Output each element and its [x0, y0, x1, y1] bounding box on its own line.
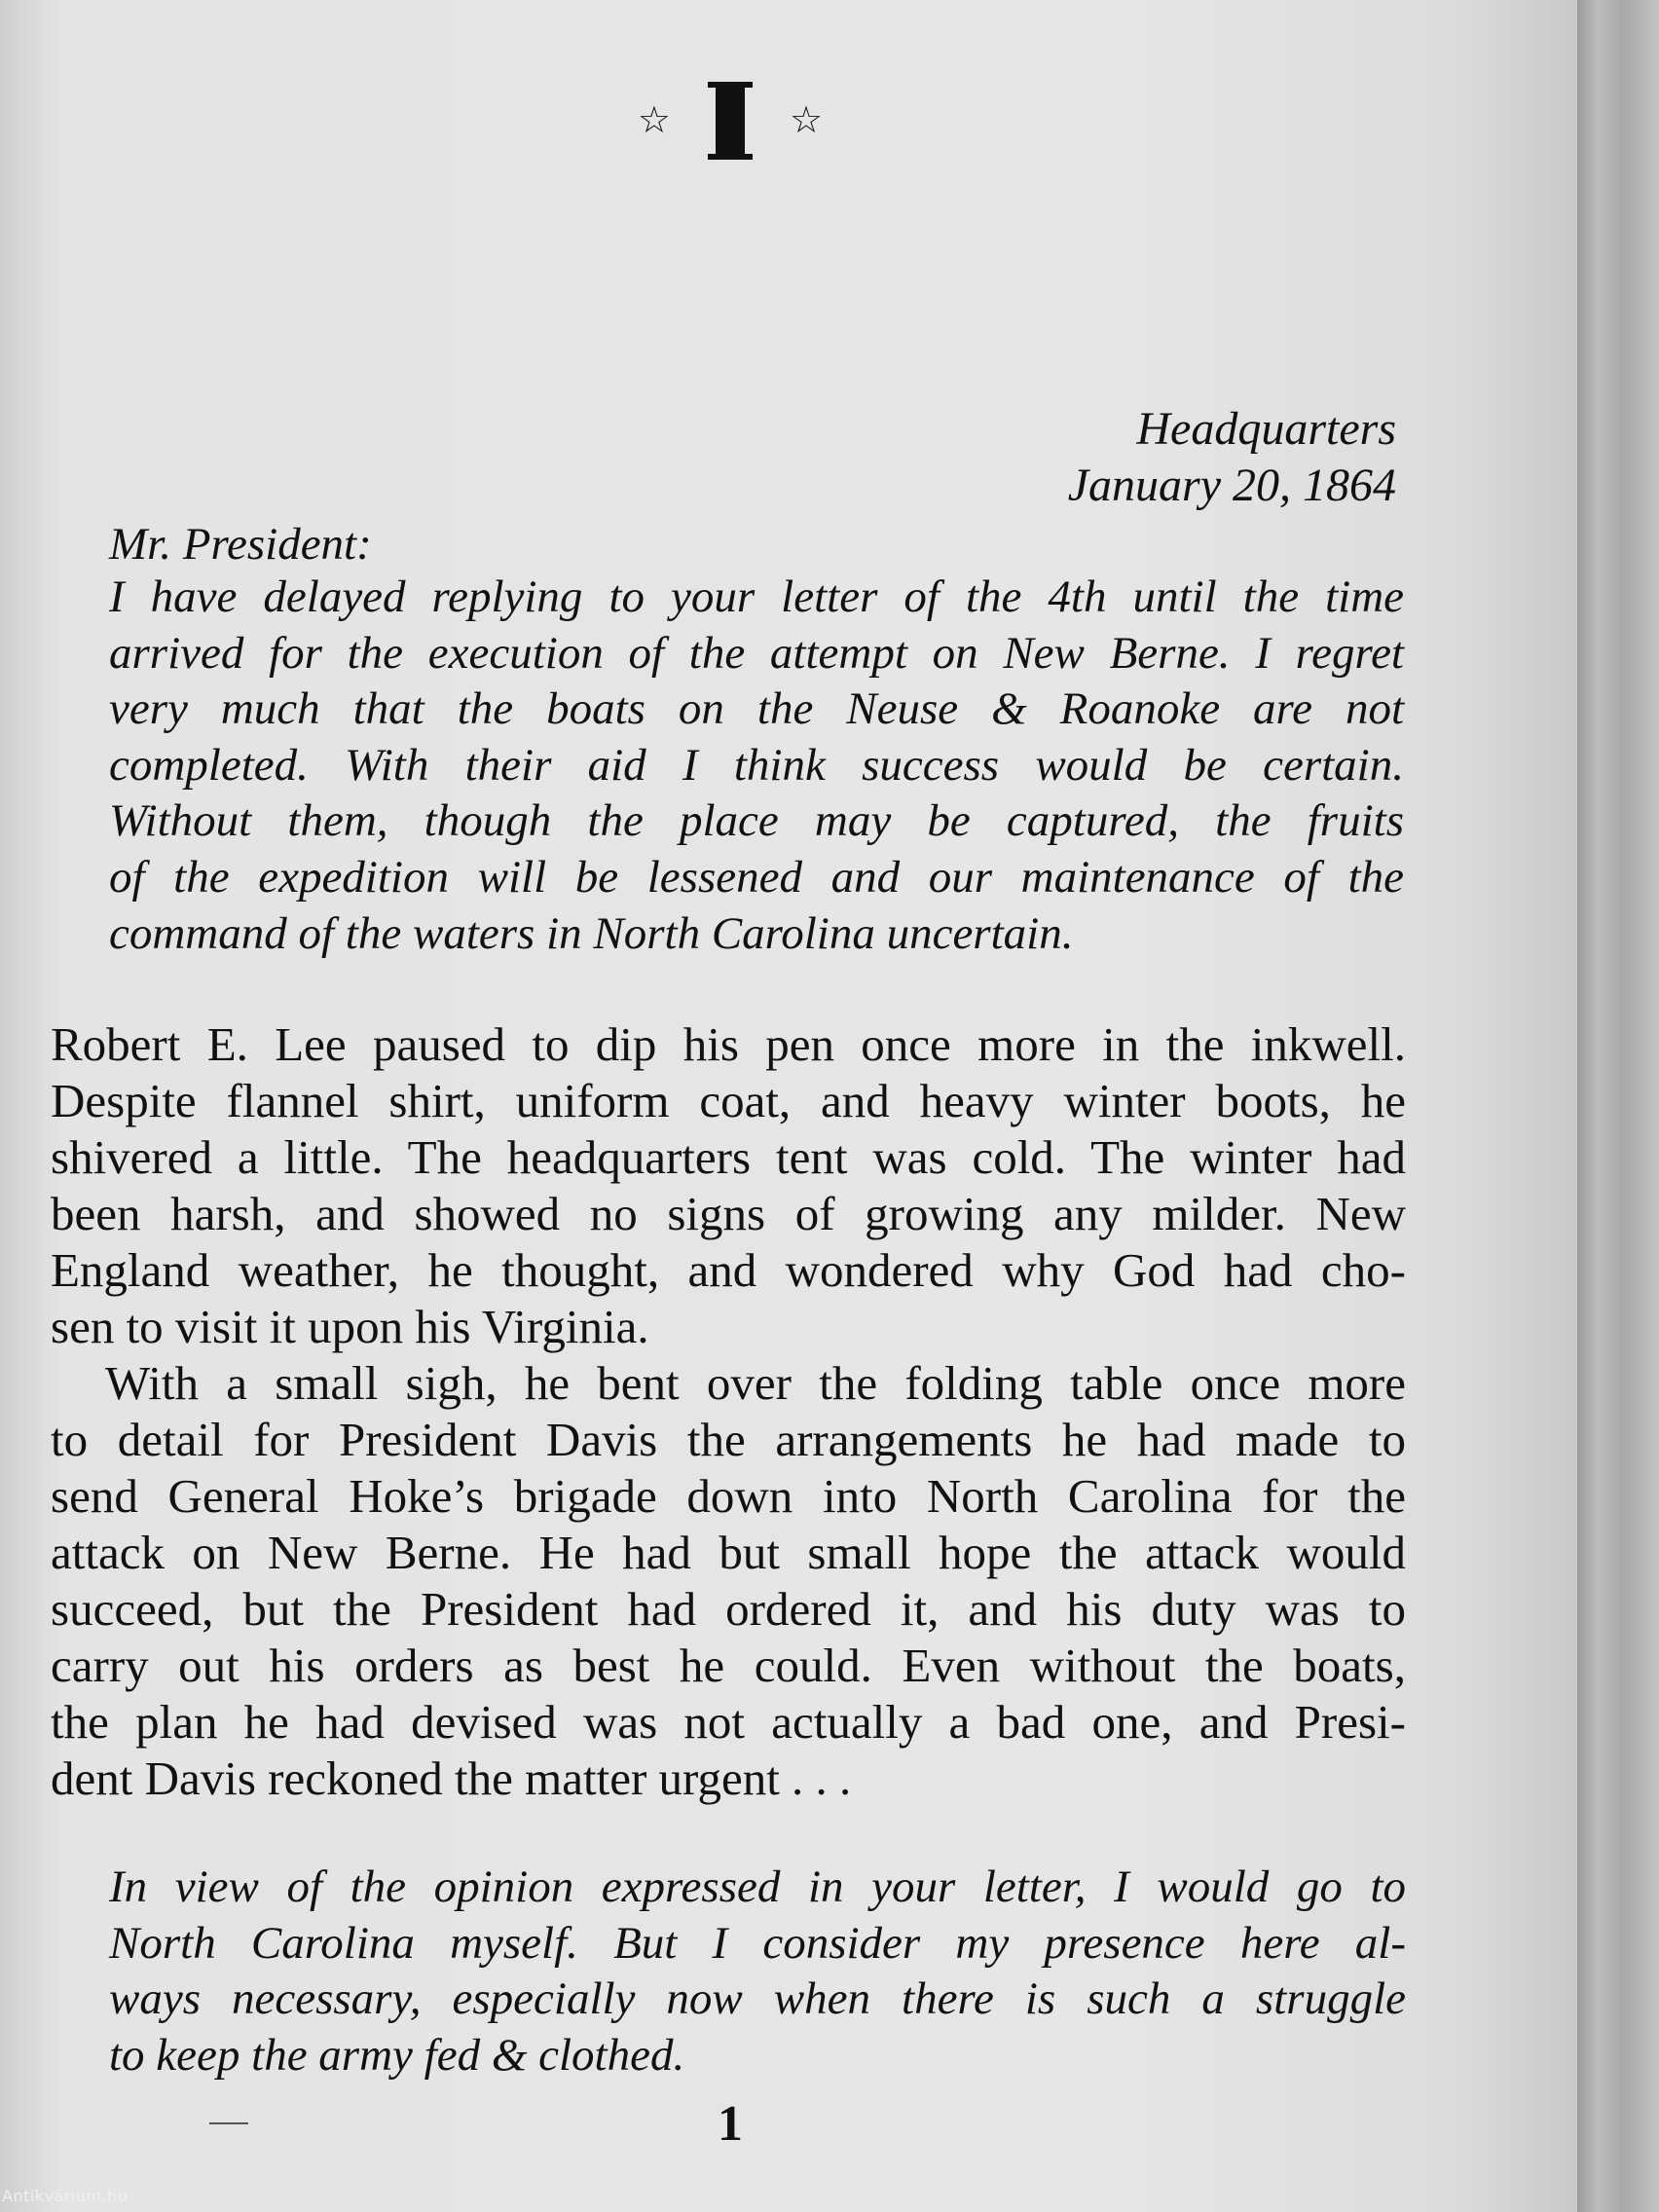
star-left-icon: ☆	[637, 99, 671, 141]
text-line: very much that the boats on the Neuse & Roanoke are not	[109, 683, 1404, 735]
text-line: to keep the army fed & clothed.	[109, 2029, 685, 2081]
text-line: I have delayed replying to your letter of the 4th until the time	[109, 571, 1404, 622]
text-line: England weather, he thought, and wondered why God had cho-	[51, 1243, 1406, 1297]
star-right-icon: ☆	[790, 99, 824, 141]
text-line: carry out his orders as best he could. Even without the boats,	[51, 1639, 1406, 1692]
text-line: of the expedition will be lessened and our maintenance of the	[109, 851, 1404, 903]
text-line: succeed, but the President had ordered it, and his duty was to	[51, 1582, 1406, 1636]
text-line: In view of the opinion expressed in your letter, I would go to	[109, 1862, 1406, 1912]
text-line: sen to visit it upon his Virginia.	[51, 1300, 649, 1353]
chapter-numeral-icon	[708, 82, 753, 160]
text-line: send General Hoke’s brigade down into North Carolina for the	[51, 1469, 1406, 1523]
text-line: With a small sigh, he bent over the folding table once more	[105, 1356, 1406, 1410]
narrative-paragraph-1	[51, 1016, 1406, 1355]
text-line: attack on New Berne. He had but small hope the attack would	[51, 1526, 1406, 1579]
text-line: ways necessary, especially now when there is such a struggle	[109, 1973, 1406, 2025]
watermark: Antikvárium.hu	[2, 2187, 129, 2205]
text-line: command of the waters in North Carolina uncertain.	[109, 907, 1074, 959]
chapter-numeral	[730, 82, 731, 83]
chapter-heading	[0, 68, 1460, 169]
text-line: been harsh, and showed no signs of growing any milder. New	[51, 1187, 1406, 1240]
letter-dateline	[1068, 401, 1396, 514]
text-line: Despite flannel shirt, uniform coat, and heavy winter boots, he	[51, 1074, 1406, 1127]
dateline-date: January 20, 1864	[1067, 460, 1396, 511]
book-gutter	[1577, 0, 1659, 2212]
dateline-place: Headquarters	[1136, 403, 1396, 455]
text-line: dent Davis reckoned the matter urgent . . .	[51, 1751, 852, 1805]
letter-excerpt-1	[109, 570, 1404, 962]
text-line: arrived for the execution of the attempt on New Berne. I regret	[109, 627, 1404, 679]
text-line: Without them, though the place may be captured, the fruits	[109, 795, 1404, 847]
text-line: shivered a little. The headquarters tent was cold. The winter had	[51, 1130, 1406, 1184]
text-line: North Carolina myself. But I consider my presence here al-	[109, 1917, 1406, 1969]
page-number: 1	[718, 2096, 743, 2152]
letter-salutation: Mr. President:	[109, 519, 372, 570]
text-line: to detail for President Davis the arrangements he had made to	[51, 1413, 1406, 1466]
text-line: the plan he had devised was not actually a bad one, and Presi-	[51, 1695, 1406, 1749]
narrative-paragraph-2	[51, 1355, 1406, 1807]
letter-excerpt-2	[109, 1860, 1406, 2083]
text-line: Robert E. Lee paused to dip his pen once more in the inkwell.	[51, 1017, 1406, 1071]
text-line: completed. With their aid I think success would be certain.	[109, 739, 1404, 791]
